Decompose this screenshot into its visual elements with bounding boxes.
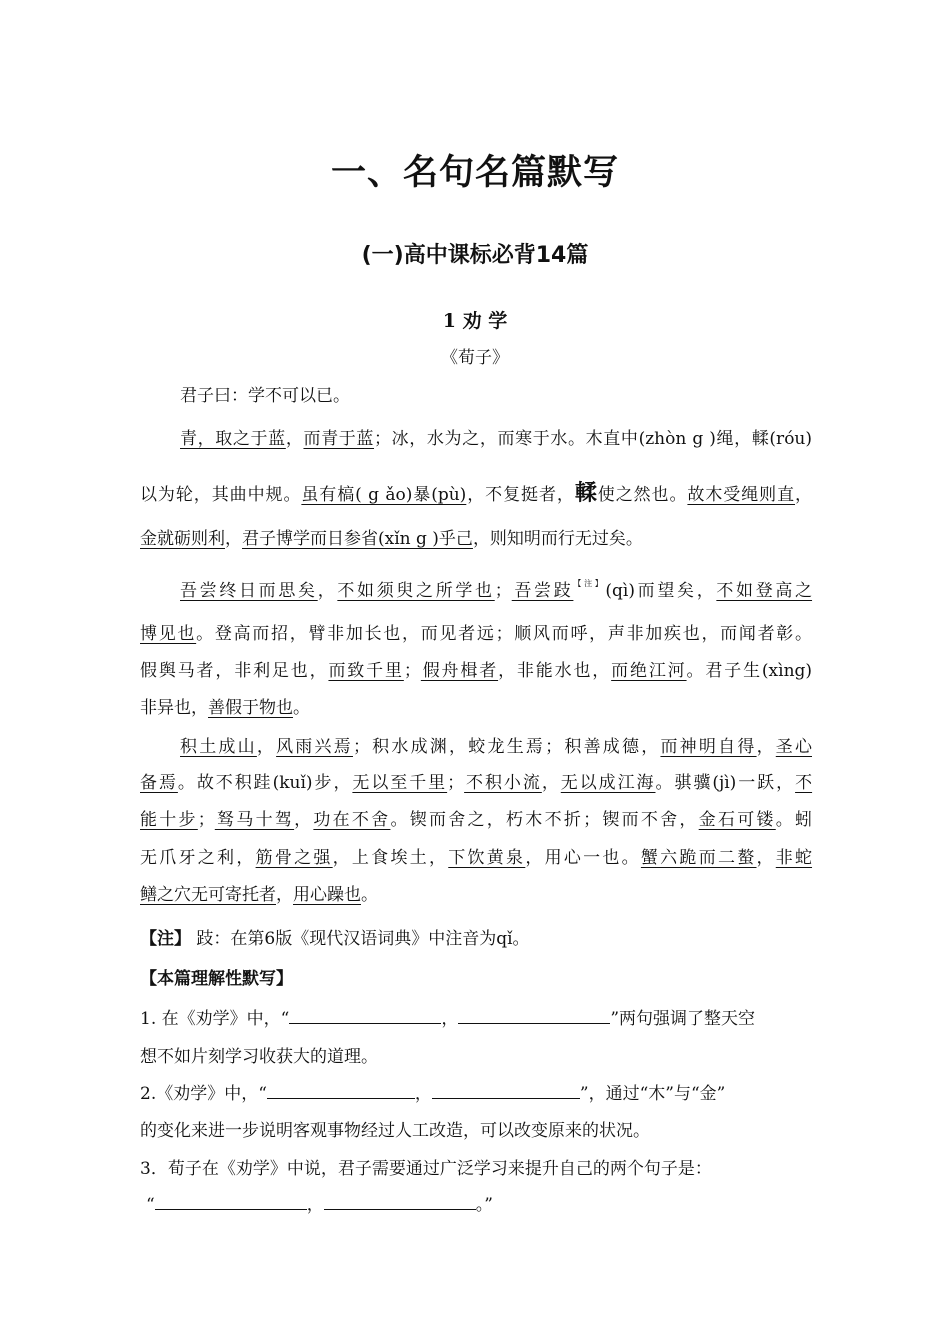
paragraph-2-line-1 xyxy=(180,576,812,601)
paragraph-3-line-2 xyxy=(140,768,812,793)
recitation-phrase: 而致千里 xyxy=(328,661,404,681)
exercise-heading: 【本篇理解性默写】 xyxy=(140,969,293,989)
text-run: ， xyxy=(756,737,776,757)
recitation-phrase: 蟹六跪而二螯 xyxy=(640,848,757,868)
text-run: 非异也， xyxy=(140,698,208,718)
recitation-phrase: 金石可镂 xyxy=(698,810,776,830)
recitation-phrase: 而绝江河 xyxy=(611,661,687,681)
paragraph-3-line-4 xyxy=(140,843,812,868)
text-run: 。骐骥(jì)一跃 xyxy=(655,773,777,793)
paragraph-1-line-2 xyxy=(140,476,812,507)
footnote xyxy=(140,924,530,949)
recitation-phrase: 驽马十驾 xyxy=(214,810,295,830)
question-2-line-2: 的变化来进一步说明客观事物经过人工改造，可以改变原来的状况。 xyxy=(140,1121,650,1141)
recitation-phrase: 而神明自得 xyxy=(660,737,757,757)
emphasized-character: 輮 xyxy=(574,480,598,506)
recitation-phrase: 不 xyxy=(795,773,813,793)
text-run: ， xyxy=(756,848,776,868)
text-run: 。蚓 xyxy=(775,810,813,830)
question-text: 。” xyxy=(475,1195,493,1215)
text-run: ， xyxy=(256,737,277,757)
paragraph-1-line-1 xyxy=(180,424,812,449)
paragraph-2-line-2 xyxy=(140,619,812,644)
text-run: ， xyxy=(225,529,242,549)
text-run: ； xyxy=(197,810,215,830)
text-run: ，非能水也， xyxy=(498,661,612,681)
text-run: ； xyxy=(494,581,512,601)
text-run: ，则知明而行无过矣。 xyxy=(472,529,643,549)
question-text: “ xyxy=(146,1195,155,1215)
text-run: ， xyxy=(795,485,813,505)
answer-blank[interactable] xyxy=(267,1082,415,1099)
answer-blank[interactable] xyxy=(155,1193,307,1210)
text-run: ，用心一也。 xyxy=(525,848,641,868)
text-run: ； xyxy=(447,773,465,793)
text-run: ， xyxy=(317,581,338,601)
essay-intro: 君子曰：学不可以已。 xyxy=(180,386,350,406)
text-run: 使之然也。 xyxy=(597,485,688,505)
text-run: ， xyxy=(285,429,304,449)
text-run: 假舆马者，非利足也， xyxy=(140,661,329,681)
recitation-phrase: 而青于蓝 xyxy=(303,429,375,449)
question-text: ， xyxy=(441,1009,459,1029)
question-text: ， xyxy=(306,1195,324,1215)
question-text: ， xyxy=(414,1084,432,1104)
text-run: 。 xyxy=(361,885,378,905)
main-title: 一、名句名篇默写 xyxy=(330,153,619,193)
recitation-phrase: 善假于物也 xyxy=(208,698,293,718)
text-run: 无爪牙之利， xyxy=(140,848,256,868)
text-run: ， xyxy=(294,810,314,830)
recitation-phrase: 假舟楫者 xyxy=(420,661,499,681)
answer-blank[interactable] xyxy=(324,1193,476,1210)
recitation-phrase: 风雨兴焉 xyxy=(276,737,353,757)
recitation-phrase: 备焉 xyxy=(140,773,178,793)
recitation-phrase: 无以至千里 xyxy=(352,773,448,793)
paragraph-1-line-3 xyxy=(140,524,812,549)
text-run: ；积水成渊，蛟龙生焉；积善成德， xyxy=(352,737,661,757)
essay-title: 1 劝 学 xyxy=(442,310,508,332)
paragraph-2-line-3 xyxy=(140,656,812,681)
recitation-phrase: 青，取之于蓝 xyxy=(180,429,286,449)
recitation-phrase: 不如登高之 xyxy=(716,581,813,601)
text-run: ； xyxy=(403,661,421,681)
text-run: ， xyxy=(276,885,293,905)
text-run: ， xyxy=(333,773,353,793)
answer-blank[interactable] xyxy=(458,1007,610,1024)
footnote-marker: 【注】 xyxy=(573,579,606,588)
recitation-phrase: 君子博学而日参省(xǐn g )乎己 xyxy=(242,529,473,549)
question-2-line-1 xyxy=(140,1079,725,1104)
question-3-line-1: 3．荀子在《劝学》中说，君子需要通过广泛学习来提升自己的两个句子是： xyxy=(140,1159,712,1179)
recitation-phrase: 无以成江海 xyxy=(560,773,656,793)
recitation-phrase: 圣心 xyxy=(775,737,812,757)
recitation-phrase: 吾尝跂 xyxy=(511,581,574,601)
recitation-phrase: 能十步 xyxy=(140,810,198,830)
question-text: 2.《劝学》中，“ xyxy=(140,1084,267,1104)
text-run: ， xyxy=(776,773,796,793)
question-text: 1. 在《劝学》中，“ xyxy=(140,1009,290,1029)
text-run: 。锲而舍之，朽木不折；锲而不舍， xyxy=(390,810,699,830)
essay-author: 《荀子》 xyxy=(441,348,509,368)
recitation-phrase: 筋骨之强 xyxy=(255,848,333,868)
recitation-phrase: 下饮黄泉 xyxy=(448,848,526,868)
recitation-phrase: 博见也 xyxy=(140,624,197,644)
text-run: 。君子生(xìng) xyxy=(686,661,813,681)
recitation-phrase: 金就砺则利 xyxy=(140,529,225,549)
recitation-phrase: 吾尝终日而思矣 xyxy=(180,581,318,601)
section-title: (一)高中课标必背14篇 xyxy=(361,243,589,268)
recitation-phrase: 故木受绳则直 xyxy=(687,485,796,505)
footnote-text: 跂：在第6版《现代汉语词典》中注音为qǐ。 xyxy=(191,929,530,949)
text-run: (qì)而望矣 xyxy=(605,581,697,601)
text-run: ；冰，水为之，而寒于水。木直中(zhòn g )绳，輮(róu) xyxy=(374,429,813,449)
recitation-phrase: 虽有槁( g ǎo)暴(pù) xyxy=(301,485,467,505)
recitation-phrase: 功在不舍 xyxy=(313,810,391,830)
recitation-phrase: 积土成山 xyxy=(180,737,257,757)
paragraph-3-line-3 xyxy=(140,805,812,830)
footnote-label: 【注】 xyxy=(140,929,191,949)
recitation-phrase: 用心躁也 xyxy=(293,885,361,905)
answer-blank[interactable] xyxy=(432,1082,580,1099)
text-run: ， xyxy=(541,773,561,793)
recitation-phrase: 不积小流 xyxy=(464,773,542,793)
paragraph-3-line-5 xyxy=(140,880,812,905)
answer-blank[interactable] xyxy=(289,1007,441,1024)
text-run: ，不复挺者， xyxy=(466,485,575,505)
question-1-line-1 xyxy=(140,1004,755,1029)
text-run: 以为轮，其曲中规。 xyxy=(140,485,302,505)
text-run: 。登高而招，臂非加长也，而见者远；顺风而呼，声非加疾也，而闻者彰。 xyxy=(196,624,813,644)
question-3-line-2 xyxy=(146,1190,493,1215)
recitation-phrase: 鳝之穴无可寄托者 xyxy=(140,885,276,905)
paragraph-2-line-4 xyxy=(140,693,812,718)
paragraph-3-line-1 xyxy=(180,732,812,757)
question-1-line-2: 想不如片刻学习收获大的道理。 xyxy=(140,1047,378,1067)
recitation-phrase: 不如须臾之所学也 xyxy=(337,581,495,601)
text-run: ，上食埃土， xyxy=(332,848,449,868)
text-run: ， xyxy=(696,581,717,601)
recitation-phrase: 非蛇 xyxy=(775,848,813,868)
text-run: 。 xyxy=(293,698,310,718)
question-text: ”两句强调了整天空 xyxy=(610,1009,756,1029)
text-run: 。故不积跬(kuǐ)步 xyxy=(177,773,334,793)
question-text: ”，通过“木”与“金” xyxy=(579,1084,726,1104)
